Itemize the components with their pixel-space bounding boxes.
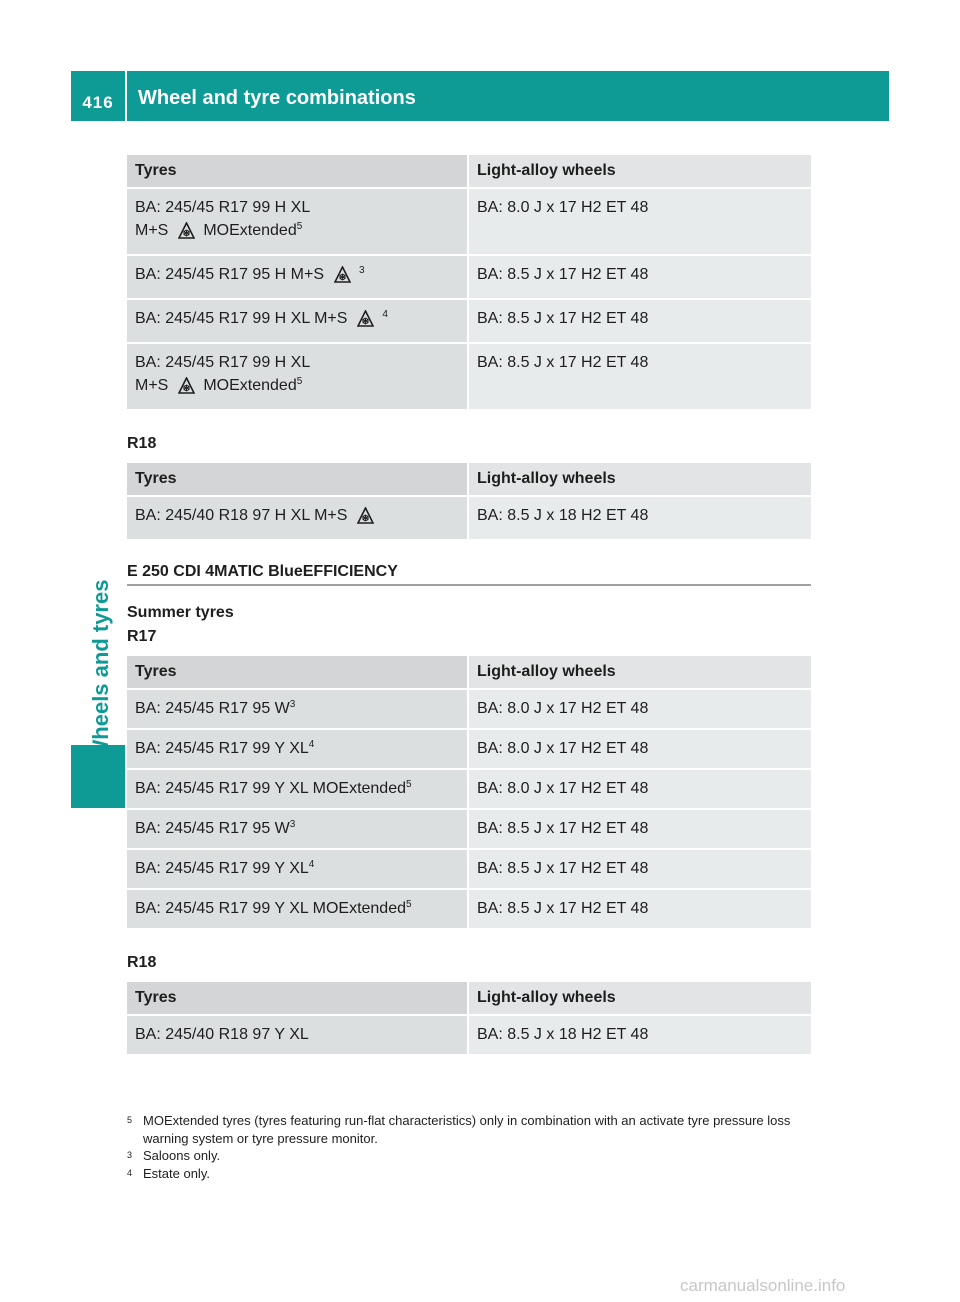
wheel-cell: BA: 8.5 J x 17 H2 ET 48 xyxy=(469,850,811,888)
footnote xyxy=(127,1165,813,1183)
wheel-cell: BA: 8.5 J x 17 H2 ET 48 xyxy=(469,810,811,848)
footnote-ref: 4 xyxy=(308,859,315,870)
table-row xyxy=(127,1016,811,1054)
footnote-text: Saloons only. xyxy=(143,1148,221,1163)
footnote-ref: 5 xyxy=(296,221,303,232)
footnote-ref: 4 xyxy=(382,309,388,320)
column-header-wheels: Light-alloy wheels xyxy=(469,155,811,187)
section-heading: E 250 CDI 4MATIC BlueEFFICIENCY xyxy=(127,563,811,586)
table-row xyxy=(127,810,811,848)
tyre-cell xyxy=(127,189,469,254)
footnote-ref: 4 xyxy=(308,739,315,750)
tyre-cell xyxy=(127,256,469,298)
column-header-wheels: Light-alloy wheels xyxy=(469,463,811,495)
wheel-cell: BA: 8.5 J x 17 H2 ET 48 xyxy=(469,256,811,298)
footnote-ref: 5 xyxy=(406,899,412,910)
rim-size-heading: R18 xyxy=(127,954,157,971)
table-header-row xyxy=(127,463,811,495)
footnote-ref: 3 xyxy=(289,699,296,710)
tyre-spec: BA: 245/45 R17 99 H XL xyxy=(135,199,311,216)
rim-size-heading: R17 xyxy=(127,628,157,645)
snowflake-mountain-icon xyxy=(357,507,374,531)
table-row xyxy=(127,189,811,254)
footnote-ref: 3 xyxy=(289,819,296,830)
table-row xyxy=(127,730,811,768)
tyre-table-r18-winter xyxy=(127,461,811,541)
tyre-cell xyxy=(127,300,469,342)
tyre-spec: BA: 245/45 R17 99 Y XL MOExtended xyxy=(135,900,406,917)
wheel-cell: BA: 8.5 J x 17 H2 ET 48 xyxy=(469,300,811,342)
table-row xyxy=(127,497,811,539)
tyre-table-r17-winter xyxy=(127,153,811,411)
footnote-text: Estate only. xyxy=(143,1165,210,1181)
table-header-row xyxy=(127,656,811,688)
page-title: Wheel and tyre combinations xyxy=(138,87,416,109)
wheel-cell: BA: 8.0 J x 17 H2 ET 48 xyxy=(469,770,811,808)
table-row xyxy=(127,890,811,928)
table-row xyxy=(127,690,811,728)
tyre-cell xyxy=(127,497,469,539)
page-content xyxy=(127,155,811,1056)
tyre-spec: BA: 245/40 R18 97 H XL M+S xyxy=(135,507,348,524)
tyre-spec: BA: 245/45 R17 95 W xyxy=(135,700,290,717)
watermark: carmanualsonline.info xyxy=(680,1276,846,1295)
tyre-cell: BA: 245/40 R18 97 Y XL xyxy=(127,1016,469,1054)
footnote-mark: 4 xyxy=(127,1167,133,1178)
tyre-cell xyxy=(127,850,469,888)
tyre-spec-suffix: MOExtended xyxy=(203,222,297,239)
snowflake-mountain-icon xyxy=(334,266,351,290)
tyre-spec: BA: 245/45 R17 95 H M+S xyxy=(135,266,324,283)
wheel-cell: BA: 8.0 J x 17 H2 ET 48 xyxy=(469,690,811,728)
tyre-spec-suffix: MOExtended xyxy=(203,377,297,394)
snowflake-mountain-icon xyxy=(178,222,195,246)
tyre-spec: BA: 245/45 R17 99 H XL xyxy=(135,354,311,371)
column-header-wheels: Light-alloy wheels xyxy=(469,982,811,1014)
season-heading: Summer tyres xyxy=(127,604,234,621)
tyre-cell xyxy=(127,690,469,728)
table-header-row xyxy=(127,155,811,187)
footnote xyxy=(127,1112,813,1147)
footnote-mark: 5 xyxy=(127,1115,133,1125)
wheel-cell: BA: 8.5 J x 17 H2 ET 48 xyxy=(469,344,811,409)
side-tab-label: Wheels and tyres xyxy=(88,579,113,761)
table-row xyxy=(127,850,811,888)
tyre-cell xyxy=(127,730,469,768)
snowflake-mountain-icon xyxy=(178,377,195,401)
wheel-cell: BA: 8.5 J x 18 H2 ET 48 xyxy=(469,497,811,539)
snowflake-mountain-icon xyxy=(357,310,374,334)
table-row xyxy=(127,770,811,808)
column-header-tyres: Tyres xyxy=(127,155,469,187)
tyre-cell xyxy=(127,770,469,808)
rim-size-heading: R18 xyxy=(127,435,157,452)
tyre-spec-line2 xyxy=(135,219,459,246)
tyre-spec: BA: 245/45 R17 99 Y XL xyxy=(135,740,309,757)
column-header-tyres: Tyres xyxy=(127,982,469,1014)
tyre-table-r18-summer xyxy=(127,980,811,1056)
table-row xyxy=(127,344,811,409)
tyre-table-r17-summer xyxy=(127,654,811,930)
column-header-tyres: Tyres xyxy=(127,656,469,688)
footnote-ref: 5 xyxy=(296,376,303,387)
tyre-spec: BA: 245/45 R17 99 H XL M+S xyxy=(135,310,348,327)
tyre-spec-line2 xyxy=(135,374,459,401)
wheel-cell: BA: 8.5 J x 17 H2 ET 48 xyxy=(469,890,811,928)
footnote-ref: 3 xyxy=(359,265,365,276)
page-number: 416 xyxy=(82,93,114,112)
tyre-cell xyxy=(127,890,469,928)
wheel-cell: BA: 8.5 J x 18 H2 ET 48 xyxy=(469,1016,811,1054)
footnote-ref: 5 xyxy=(406,779,412,790)
column-header-wheels: Light-alloy wheels xyxy=(469,656,811,688)
table-row xyxy=(127,300,811,342)
wheel-cell: BA: 8.0 J x 17 H2 ET 48 xyxy=(469,189,811,254)
tyre-cell xyxy=(127,810,469,848)
tyre-spec: BA: 245/45 R17 99 Y XL MOExtended xyxy=(135,780,406,797)
column-header-tyres: Tyres xyxy=(127,463,469,495)
table-row xyxy=(127,256,811,298)
tyre-spec-prefix: M+S xyxy=(135,222,169,239)
footnote-text: MOExtended tyres (tyres featuring run-flat characteristics) only in combination with an activate tyre pressure loss warning system or tyre pressure monitor. xyxy=(143,1113,791,1146)
tyre-spec-prefix: M+S xyxy=(135,377,169,394)
footnote xyxy=(127,1147,813,1165)
page-header xyxy=(71,71,889,121)
footnote-mark: 3 xyxy=(127,1150,133,1160)
tyre-spec: BA: 245/45 R17 95 W xyxy=(135,820,290,837)
wheel-cell: BA: 8.0 J x 17 H2 ET 48 xyxy=(469,730,811,768)
tyre-cell xyxy=(127,344,469,409)
tyre-spec: BA: 245/45 R17 99 Y XL xyxy=(135,860,309,877)
footnotes xyxy=(127,1112,813,1182)
table-header-row xyxy=(127,982,811,1014)
